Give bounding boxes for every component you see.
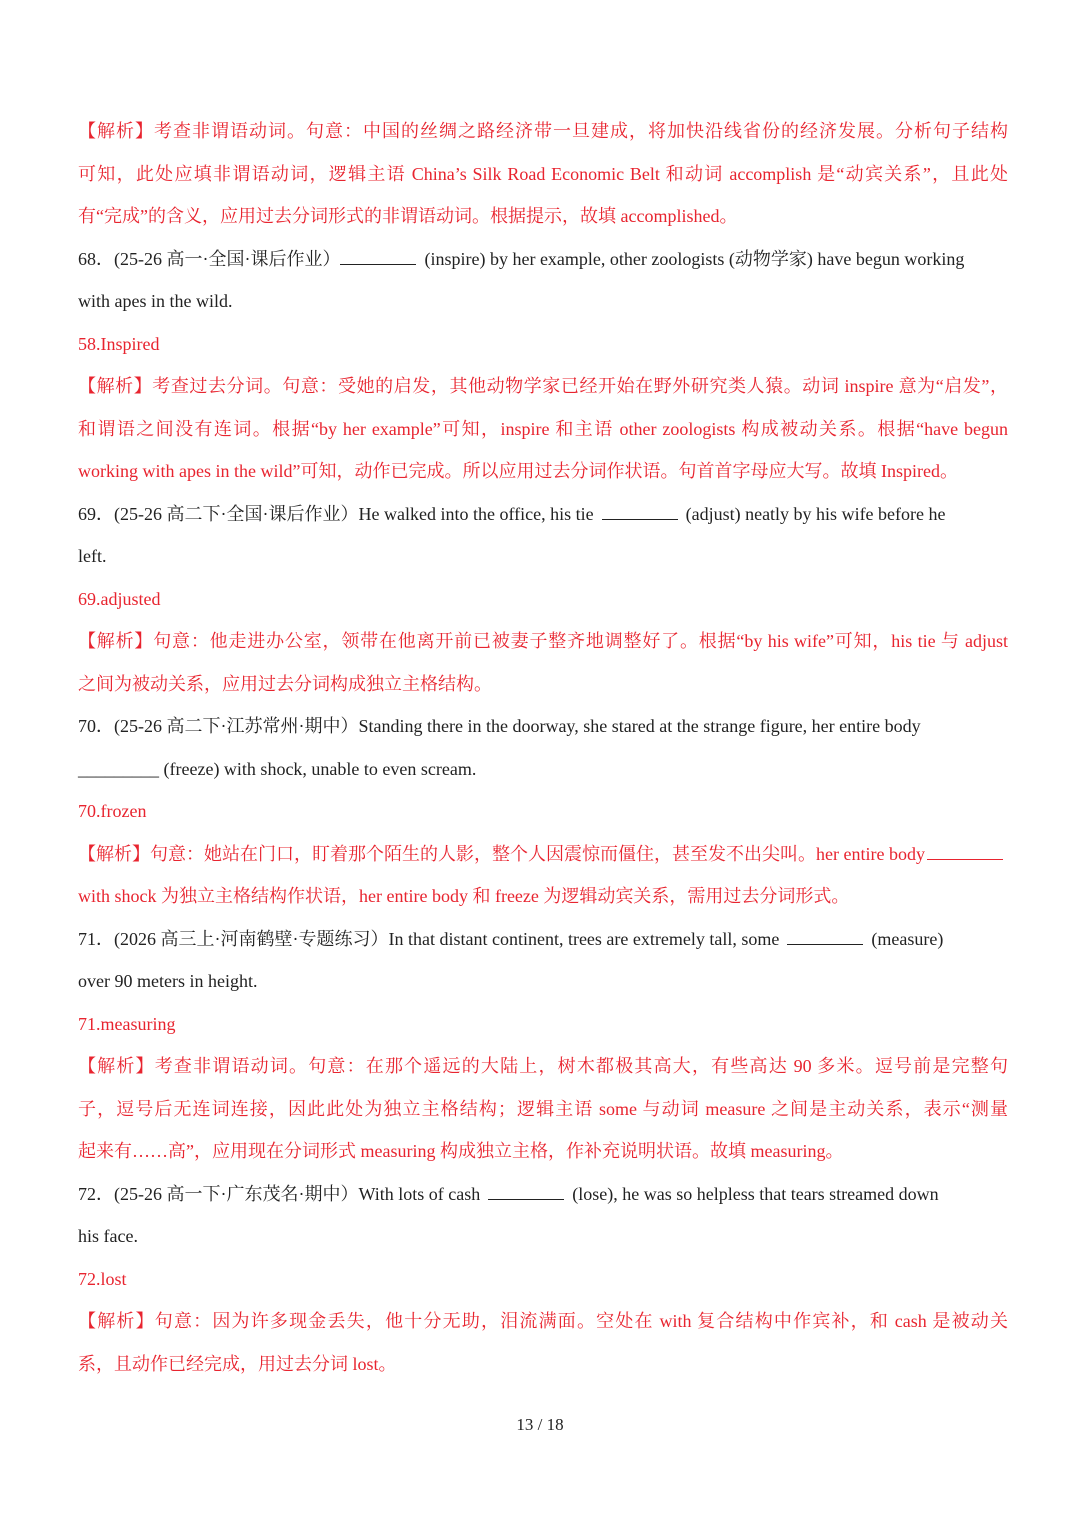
question-72 xyxy=(78,1173,1008,1216)
question-number: 69． xyxy=(78,503,114,524)
question-number: 71． xyxy=(78,928,114,949)
explanation-line: 子，逗号后无连词连接，因此此处为独立主格结构；逻辑主语 some 与动词 measure 之间是主动关系，表示“测量 xyxy=(78,1098,1008,1119)
explanation-line: 【解析】考查非谓语动词。句意：中国的丝绸之路经济带一旦建成，将加快沿线省份的经济发展。分析句子结构 xyxy=(78,121,1008,141)
question-68 xyxy=(78,238,1008,281)
question-text-line xyxy=(78,748,1008,791)
question-text-line: over 90 meters in height. xyxy=(78,971,258,991)
page-content xyxy=(78,110,1008,1385)
question-source: (25-26 高二下·江苏常州·期中） xyxy=(114,716,359,736)
answer-blank xyxy=(787,930,863,945)
question-text: In that distant continent, trees are extremely tall, some xyxy=(388,928,780,949)
question-number: 70． xyxy=(78,716,114,736)
question-70 xyxy=(78,705,1008,748)
answer-text: 71.measuring xyxy=(78,1013,176,1034)
explanation-line: 可知，此处应填非谓语动词，逻辑主语 China’s Silk Road Economic Belt 和动词 accomplish 是“动宾关系”，且此处 xyxy=(78,163,1008,184)
question-text: (measure) xyxy=(871,928,944,949)
answer-blank xyxy=(927,845,1003,860)
explanation-line: working with apes in the wild”可知，动作已完成。所以应用过去分词作状语。句首首字母应大写。故填 Inspired。 xyxy=(78,461,958,481)
question-number: 72． xyxy=(78,1183,114,1204)
explanation-line: 【解析】句意：他走进办公室，领带在他离开前已被妻子整齐地调整好了。根据“by his wife”可知，his tie 与 adjust xyxy=(78,631,1008,651)
question-source: (2026 高三上·河南鹤壁·专题练习） xyxy=(114,928,389,949)
question-number: 68． xyxy=(78,248,114,269)
question-71 xyxy=(78,918,1008,961)
question-source: (25-26 高一·全国·课后作业） xyxy=(114,248,341,269)
question-text: With lots of cash xyxy=(358,1183,481,1204)
question-text: He walked into the office, his tie xyxy=(358,503,594,524)
question-source: (25-26 高二下·全国·课后作业） xyxy=(114,503,359,524)
question-text: (freeze) with shock, unable to even scream. xyxy=(163,758,477,779)
explanation-line: 【解析】句意：因为许多现金丢失，他十分无助，泪流满面。空处在 with 复合结构中作宾补，和 cash 是被动关 xyxy=(78,1311,1008,1331)
question-text: (adjust) neatly by his wife before he xyxy=(685,503,946,524)
answer-blank xyxy=(488,1185,564,1200)
explanation-line: 起来有……高”，应用现在分词形式 measuring 构成独立主格，作补充说明状语。故填 measuring。 xyxy=(78,1141,844,1161)
explanation-line: 之间为被动关系，应用过去分词构成独立主格结构。 xyxy=(78,673,492,694)
answer-blank xyxy=(340,250,416,265)
explanation-line: 【解析】考查过去分词。句意：受她的启发，其他动物学家已经开始在野外研究类人猿。动词 inspire 意为“启发”， xyxy=(78,376,1008,396)
question-text: (lose), he was so helpless that tears streamed down xyxy=(572,1183,939,1204)
explanation-line xyxy=(78,833,1008,876)
answer-blank-text: _________ xyxy=(78,758,159,779)
question-source: (25-26 高一下·广东茂名·期中） xyxy=(114,1183,359,1204)
answer-text: 72.lost xyxy=(78,1268,127,1289)
question-text-line: with apes in the wild. xyxy=(78,291,233,311)
explanation-line: 系，且动作已经完成，用过去分词 lost。 xyxy=(78,1353,397,1374)
explanation-line: 有“完成”的含义，应用过去分词形式的非谓语动词。根据提示，故填 accomplished。 xyxy=(78,206,738,226)
answer-text: 58.Inspired xyxy=(78,333,160,354)
explanation-line: 【解析】考查非谓语动词。句意：在那个遥远的大陆上，树木都极其高大，有些高达 90 多米。逗号前是完整句 xyxy=(78,1056,1008,1076)
explanation-line: 和谓语之间没有连词。根据“by her example”可知，inspire 和主语 other zoologists 构成被动关系。根据“have begun xyxy=(78,418,1008,439)
explanation-line: with shock 为独立主格结构作状语，her entire body 和 freeze 为逻辑动宾关系，需用过去分词形式。 xyxy=(78,886,850,906)
question-text: (inspire) by her example, other zoologists (动物学家) have begun working xyxy=(424,248,965,269)
page-number: 13 / 18 xyxy=(516,1415,564,1434)
answer-text: 69.adjusted xyxy=(78,588,161,609)
question-text: Standing there in the doorway, she stared at the strange figure, her entire body xyxy=(358,716,921,736)
question-text-line: left. xyxy=(78,546,107,566)
question-69 xyxy=(78,493,1008,536)
question-text-line: his face. xyxy=(78,1226,138,1246)
answer-blank xyxy=(602,505,678,520)
answer-text: 70.frozen xyxy=(78,801,147,821)
explanation-text: 【解析】句意：她站在门口，盯着那个陌生的人影，整个人因震惊而僵住，甚至发不出尖叫。her entire body xyxy=(78,843,925,864)
